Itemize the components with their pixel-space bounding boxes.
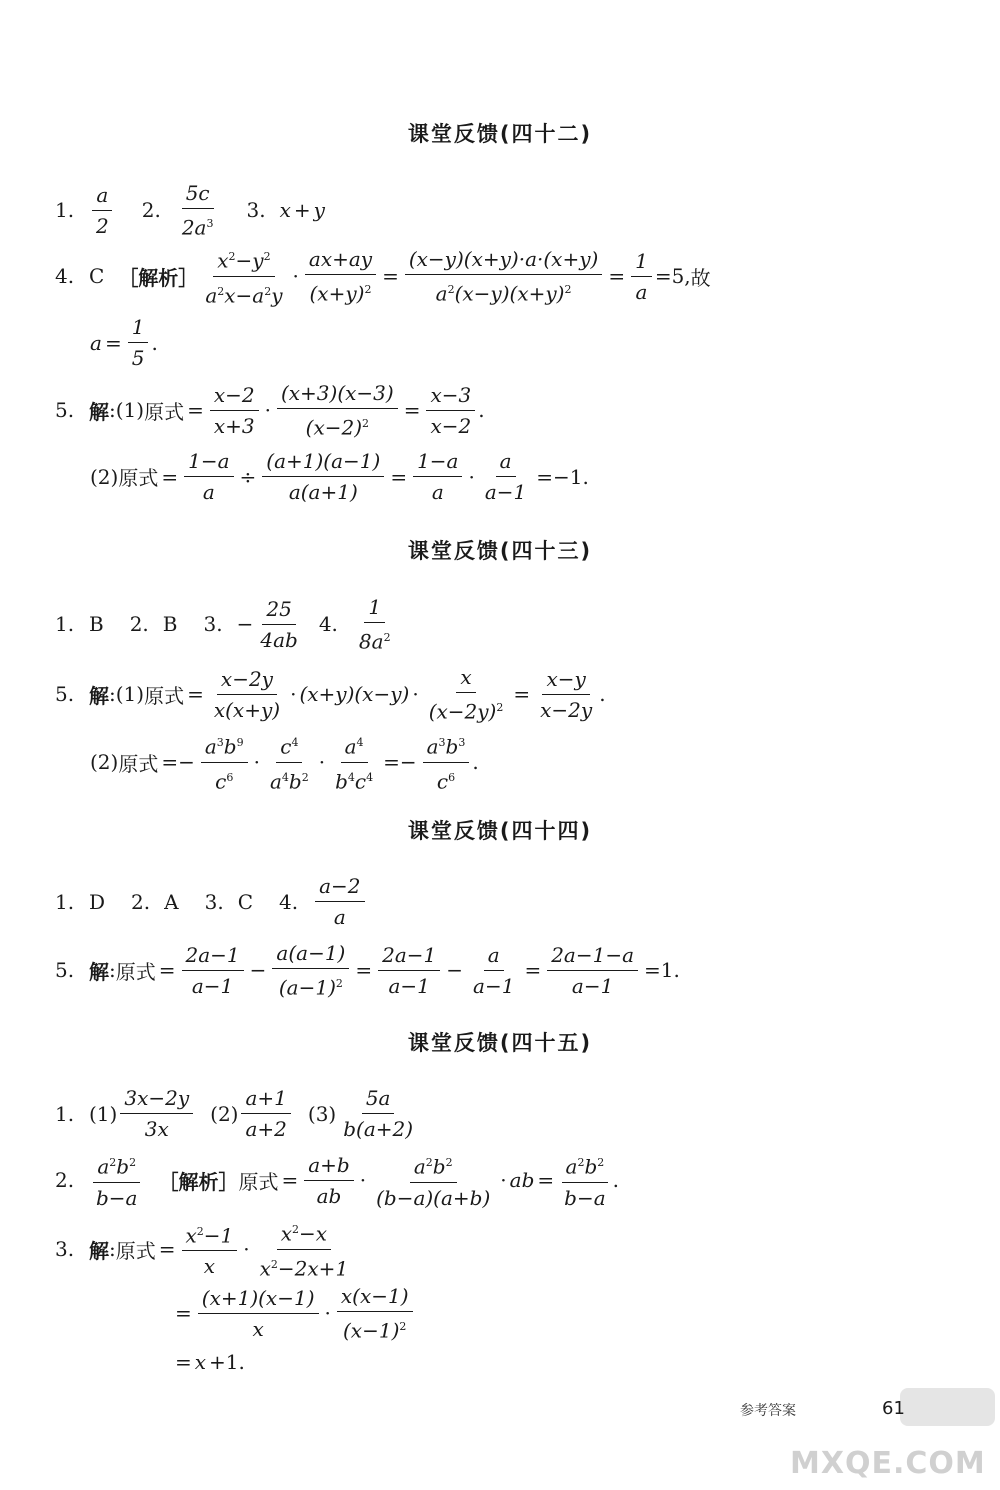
yuanshi-label: 原式 (144, 399, 185, 424)
answer-line-43-5b: (2) 原式 =− $\frac{a^3b^9}{c^6}$ · $\frac{c^4}{a^4b^2}$ · $\frac{a^4}{b^4c^4}$ =− $\frac{a^3b^3}{c^6}$ . (90, 730, 479, 794)
answer-line-45-3b: = $\frac{(x+1)(x-1)}{x}$ · $\frac{x(x-1)}{(x-1)^2}$ (172, 1283, 416, 1344)
page-number: 61 (882, 1398, 905, 1419)
answer-line-42-4: 4. C ［解析］ $\frac{x^2-y^2}{a^2x-a^2y}$ · $\frac{ax+ay}{(x+y)^2}$ = $\frac{(x-y)(x+y)\cdot a\cdot(x+y)}{a^2(x-y)(x+y)^2}$ = $\frac{1}{a}$ =5, 故 (55, 244, 711, 308)
jie-label: 解 (89, 399, 109, 424)
jie-label: 解 (89, 683, 109, 708)
answer-line-42-4b: a = $\frac{1}{5}$ . (90, 315, 158, 370)
answer-line-43-5a: 5. 解 :(1) 原式 = $\frac{x-2y}{x(x+y)}$ · (x+y)(x−y) · $\frac{x}{(x-2y)^2}$ = $\frac{x-y}{x-2y}$ . (55, 665, 606, 724)
answer-line-44-5: 5. 解 : 原式 = $\frac{2a-1}{a-1}$ − $\frac{a(a-1)}{(a-1)^2}$ = $\frac{2a-1}{a-1}$ − $\frac{a}{a-1}$ = $\frac{2a-1-a}{a-1}$ =1. (55, 941, 680, 1000)
watermark-text: MXQE.COM (790, 1446, 986, 1481)
answer-line-45-1: 1. (1) $\frac{3x-2y}{3x}$ (2) $\frac{a+1}{a+2}$ (3) $\frac{5a}{b(a+2)}$ (55, 1086, 414, 1141)
section-title-44: 课堂反馈(四十四) (407, 819, 593, 843)
jie-label: 解 (89, 959, 109, 984)
yuanshi-label: 原式 (118, 466, 159, 490)
gu-label: 故 (690, 265, 711, 290)
answer-line-43-1: 1. B 2. B 3. − $\frac{25}{4ab}$ 4. $\frac{1}{8a^2}$ (55, 595, 391, 654)
watermark-logo (900, 1388, 995, 1426)
answer-line-45-3c: = x +1. (175, 1350, 245, 1374)
jiexi-label: ［解析］ (158, 1169, 239, 1194)
answer-line-44-1: 1. D 2. A 3. C 4. $\frac{a-2}{a}$ (55, 873, 368, 930)
section-title-43: 课堂反馈(四十三) (407, 539, 593, 563)
answer-line-45-2: 2. $\frac{a^2b^2}{b-a}$ ［解析］ 原式 = $\frac{a+b}{ab}$ · $\frac{a^2b^2}{(b-a)(a+b)}$ · ab = $\frac{a^2b^2}{b-a}$ . (55, 1150, 619, 1211)
jiexi-label: ［解析］ (118, 265, 199, 290)
jie-label: 解 (89, 1238, 109, 1263)
footer-ref-label: 参考答案 (740, 1403, 796, 1419)
answer-line-42-5a: 5. 解 :(1) 原式 = $\frac{x-2}{x+3}$ · $\frac{(x+3)(x-3)}{(x-2)^2}$ = $\frac{x-3}{x-2}$ . (55, 381, 485, 440)
answer-line-42-1: 1. $\frac{a}{2}$ 2. $\frac{5c}{2a^3}$ 3. x + y (55, 181, 325, 240)
section-title-45: 课堂反馈(四十五) (407, 1031, 593, 1055)
answer-line-45-3a: 3. 解 : 原式 = $\frac{x^2-1}{x}$ · $\frac{x^2-x}{x^2-2x+1}$ (55, 1217, 355, 1281)
answer-line-42-5b: (2) 原式 = $\frac{1-a}{a}$ ÷ $\frac{(a+1)(a-1)}{a(a+1)}$ = $\frac{1-a}{a}$ · $\frac{a}{a-1}$ =−1. (90, 449, 589, 504)
yuanshi-label: 原式 (115, 959, 156, 984)
yuanshi-label: 原式 (238, 1169, 279, 1194)
section-title-42: 课堂反馈(四十二) (407, 122, 593, 146)
yuanshi-label: 原式 (118, 751, 159, 776)
yuanshi-label: 原式 (115, 1238, 156, 1263)
yuanshi-label: 原式 (144, 683, 185, 708)
